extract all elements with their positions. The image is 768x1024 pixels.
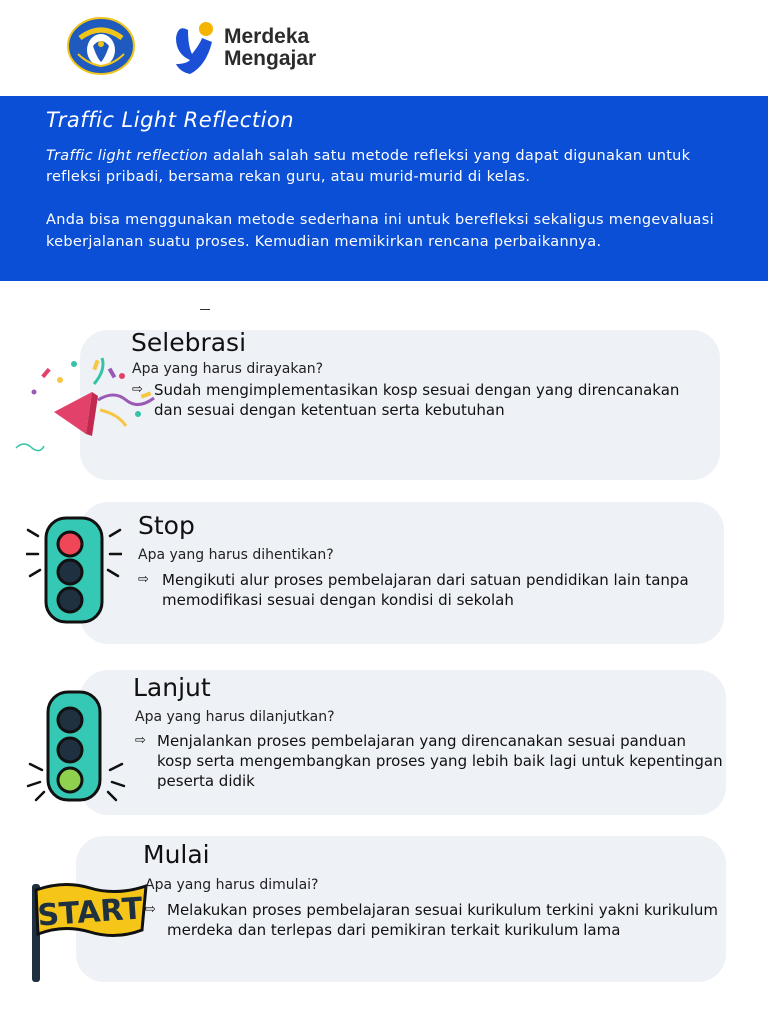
section-item-text: Mengikuti alur proses pembelajaran dari satuan pendidikan lain tanpa memodifikasi sesuai dengan kondisi di sekolah	[162, 571, 689, 609]
banner-paragraph-1-text: adalah salah satu metode refleksi yang dapat digunakan untuk refleksi pribadi, bersama rekan guru, atau murid-murid di kelas.	[46, 148, 691, 185]
section-item-stop	[138, 570, 724, 610]
traffic-light-green-icon	[26, 688, 126, 804]
section-item-mulai	[145, 900, 723, 940]
arrow-right-icon: ⇨	[135, 733, 146, 748]
banner-paragraph-1	[46, 146, 736, 188]
banner-paragraph-2: Anda bisa menggunakan metode sederhana ini untuk berefleksi sekaligus mengevaluasi keberjalanan suatu proses. Kemudian memikirkan rencana perbaikannya.	[46, 212, 714, 250]
section-question-mulai: Apa yang harus dimulai?	[145, 877, 319, 893]
arrow-right-icon: ⇨	[138, 572, 149, 587]
section-title-mulai: Mulai	[143, 840, 210, 869]
arrow-right-icon: ⇨	[132, 382, 143, 397]
banner-term: Traffic light reflection	[46, 148, 209, 164]
intro-banner	[0, 96, 768, 281]
brand-line-1: Merdeka	[224, 25, 310, 48]
section-item-selebrasi	[132, 380, 707, 420]
start-flag-icon	[24, 876, 152, 984]
section-question-selebrasi: Apa yang harus dirayakan?	[132, 361, 324, 377]
flag-text: START	[36, 891, 144, 934]
section-item-lanjut	[135, 731, 723, 791]
section-title-selebrasi: Selebrasi	[131, 328, 247, 357]
arrow-right-icon: ⇨	[145, 902, 156, 917]
divider	[200, 309, 210, 310]
section-title-stop: Stop	[138, 511, 195, 540]
section-title-lanjut: Lanjut	[133, 673, 211, 702]
section-question-lanjut: Apa yang harus dilanjutkan?	[135, 709, 335, 725]
traffic-light-red-icon	[26, 516, 122, 626]
banner-title: Traffic Light Reflection	[46, 108, 295, 132]
section-question-stop: Apa yang harus dihentikan?	[138, 547, 334, 563]
merdeka-mengajar-icon	[170, 20, 218, 76]
tut-wuri-handayani-logo	[66, 16, 136, 76]
section-item-text: Menjalankan proses pembelajaran yang direncanakan sesuai panduan kosp serta mengembangkan proses yang lebih baik lagi untuk kepentingan peserta didik	[157, 732, 723, 790]
section-item-text: Sudah mengimplementasikan kosp sesuai dengan yang direncanakan dan sesuai dengan ketentuan serta kebutuhan	[154, 381, 680, 419]
section-item-text: Melakukan proses pembelajaran sesuai kurikulum terkini yakni kurikulum merdeka dan terlepas dari pemikiran terkait kurikulum lama	[167, 901, 718, 939]
brand-line-2: Mengajar	[224, 47, 317, 70]
merdeka-mengajar-logo	[170, 18, 350, 78]
